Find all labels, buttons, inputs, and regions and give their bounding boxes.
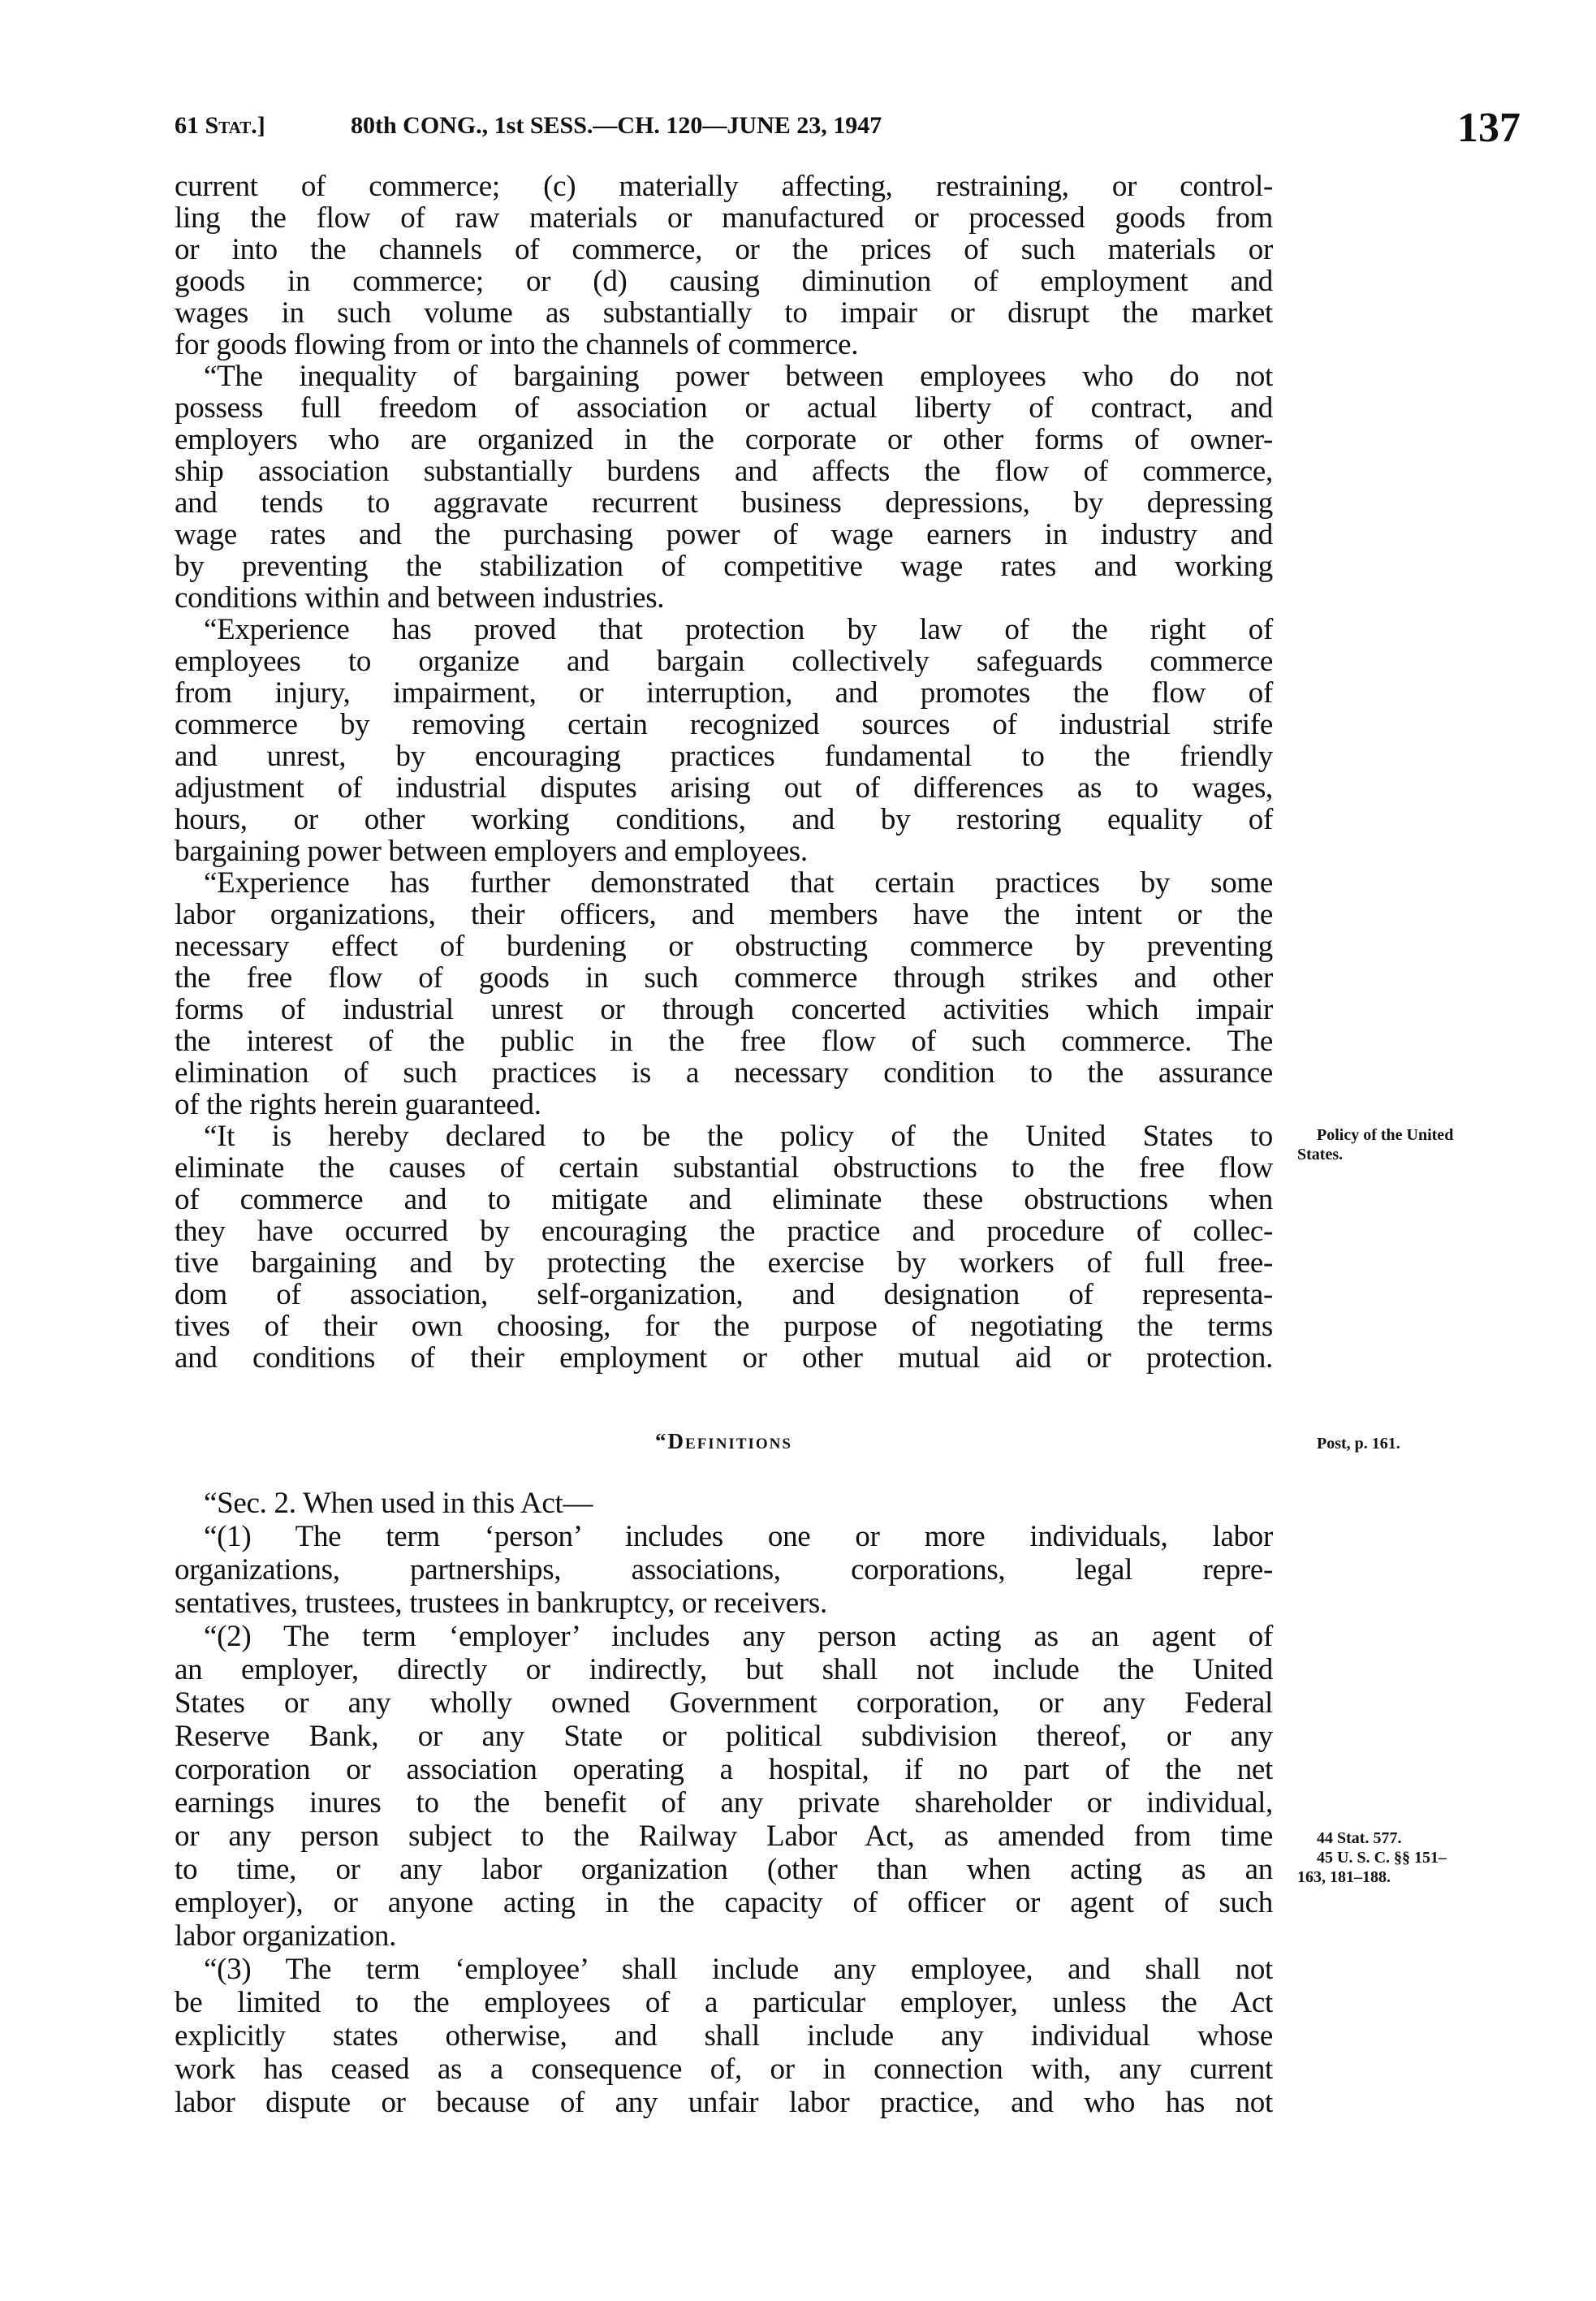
text-line: or any person subject to the Railway Labor Act, as amended from time [175, 1820, 1273, 1853]
margin-note-policy [1297, 1125, 1573, 1164]
text-line: be limited to the employees of a particular employer, unless the Act [175, 1986, 1273, 2019]
margin-note-statute-citation [1297, 1828, 1573, 1887]
text-line: ling the flow of raw materials or manufactured or processed goods from [175, 201, 1273, 235]
margin-note-line: 45 U. S. C. §§ 151– [1317, 1849, 1447, 1867]
text-line: wages in such volume as substantially to impair or disrupt the market [175, 296, 1273, 330]
text-line: of the rights herein guaranteed. [175, 1088, 541, 1121]
text-line: employer), or anyone acting in the capacity of officer or agent of such [175, 1886, 1273, 1919]
text-line: for goods flowing from or into the channels of commerce. [175, 328, 859, 361]
text-line: labor organization. [175, 1919, 397, 1953]
text-line: or into the channels of commerce, or the prices of such materials or [175, 233, 1273, 266]
text-line: “(3) The term ‘employee’ shall include any employee, and shall not [204, 1953, 1273, 1986]
text-line: ship association substantially burdens and affects the flow of commerce, [175, 455, 1273, 488]
section-intro: “Sec. 2. When used in this Act— [204, 1487, 593, 1520]
text-line: current of commerce; (c) materially affecting, restraining, or control- [175, 170, 1273, 203]
text-line: forms of industrial unrest or through concerted activities which impair [175, 993, 1273, 1026]
text-line: “It is hereby declared to be the policy of the United States to [204, 1120, 1273, 1153]
text-line: sentatives, trustees, trustees in bankruptcy, or receivers. [175, 1587, 827, 1620]
text-line: commerce by removing certain recognized sources of industrial strife [175, 708, 1273, 741]
margin-note-line: 163, 181–188. [1297, 1868, 1391, 1886]
text-line: dom of association, self-organization, and designation of representa- [175, 1278, 1273, 1311]
text-line: Reserve Bank, or any State or political subdivision thereof, or any [175, 1720, 1273, 1753]
text-line: “Experience has proved that protection by law of the right of [204, 613, 1273, 646]
text-line: adjustment of industrial disputes arising out of differences as to wages, [175, 771, 1273, 805]
text-line: possess full freedom of association or actual liberty of contract, and [175, 391, 1273, 425]
text-line: from injury, impairment, or interruption, and promotes the flow of [175, 676, 1273, 710]
margin-note-cross-reference [1297, 1434, 1573, 1453]
margin-note-line: States. [1297, 1146, 1344, 1163]
text-line: States or any wholly owned Government corporation, or any Federal [175, 1686, 1273, 1720]
margin-note-line: 44 Stat. 577. [1317, 1829, 1402, 1847]
text-line: tive bargaining and by protecting the exercise by workers of full free- [175, 1246, 1273, 1280]
text-line: “The inequality of bargaining power between employees who do not [204, 360, 1273, 393]
running-header-volume: 61 Stat.] [175, 112, 265, 139]
text-line: tives of their own choosing, for the purpose of negotiating the terms [175, 1310, 1273, 1343]
text-line: eliminate the causes of certain substantial obstructions to the free flow [175, 1151, 1273, 1185]
page-number: 137 [1457, 105, 1521, 151]
text-line: labor dispute or because of any unfair labor practice, and who has not [175, 2086, 1273, 2119]
text-line: an employer, directly or indirectly, but shall not include the United [175, 1653, 1273, 1686]
text-line: conditions within and between industries. [175, 581, 665, 615]
text-line: work has ceased as a consequence of, or in connection with, any current [175, 2053, 1273, 2086]
text-line: “(1) The term ‘person’ includes one or more individuals, labor [204, 1520, 1273, 1553]
section-heading-definitions: “Definitions [655, 1429, 792, 1453]
margin-note-line: Policy of the United [1317, 1126, 1454, 1144]
text-line: wage rates and the purchasing power of wage earners in industry and [175, 518, 1273, 551]
text-line: the interest of the public in the free flow of such commerce. The [175, 1025, 1273, 1058]
text-line: employees to organize and bargain collectively safeguards commerce [175, 645, 1273, 678]
text-line: elimination of such practices is a necessary condition to the assurance [175, 1056, 1273, 1090]
text-line: bargaining power between employers and employees. [175, 835, 808, 868]
text-line: corporation or association operating a hospital, if no part of the net [175, 1753, 1273, 1786]
text-line: earnings inures to the benefit of any private shareholder or individual, [175, 1786, 1273, 1820]
text-line: “(2) The term ‘employer’ includes any person acting as an agent of [204, 1620, 1273, 1653]
text-line: by preventing the stabilization of competitive wage rates and working [175, 550, 1273, 583]
text-line: goods in commerce; or (d) causing diminution of employment and [175, 265, 1273, 298]
text-line: and conditions of their employment or other mutual aid or protection. [175, 1341, 1273, 1375]
text-line: and tends to aggravate recurrent business depressions, by depressing [175, 486, 1273, 520]
running-header-session: 80th CONG., 1st SESS.—CH. 120—JUNE 23, 1947 [351, 112, 882, 139]
text-line: hours, or other working conditions, and by restoring equality of [175, 803, 1273, 836]
margin-note-line: Post, p. 161. [1317, 1435, 1400, 1453]
text-line: organizations, partnerships, associations, corporations, legal repre- [175, 1553, 1273, 1587]
text-line: employers who are organized in the corporate or other forms of owner- [175, 423, 1273, 456]
text-line: of commerce and to mitigate and eliminate these obstructions when [175, 1183, 1273, 1216]
text-line: and unrest, by encouraging practices fundamental to the friendly [175, 740, 1273, 773]
text-line: necessary effect of burdening or obstructing commerce by preventing [175, 930, 1273, 963]
text-line: explicitly states otherwise, and shall include any individual whose [175, 2019, 1273, 2053]
text-line: labor organizations, their officers, and members have the intent or the [175, 898, 1273, 931]
text-line: the free flow of goods in such commerce through strikes and other [175, 961, 1273, 995]
text-line: to time, or any labor organization (other than when acting as an [175, 1853, 1273, 1886]
text-line: “Experience has further demonstrated that certain practices by some [204, 866, 1273, 900]
text-line: they have occurred by encouraging the practice and procedure of collec- [175, 1215, 1273, 1248]
